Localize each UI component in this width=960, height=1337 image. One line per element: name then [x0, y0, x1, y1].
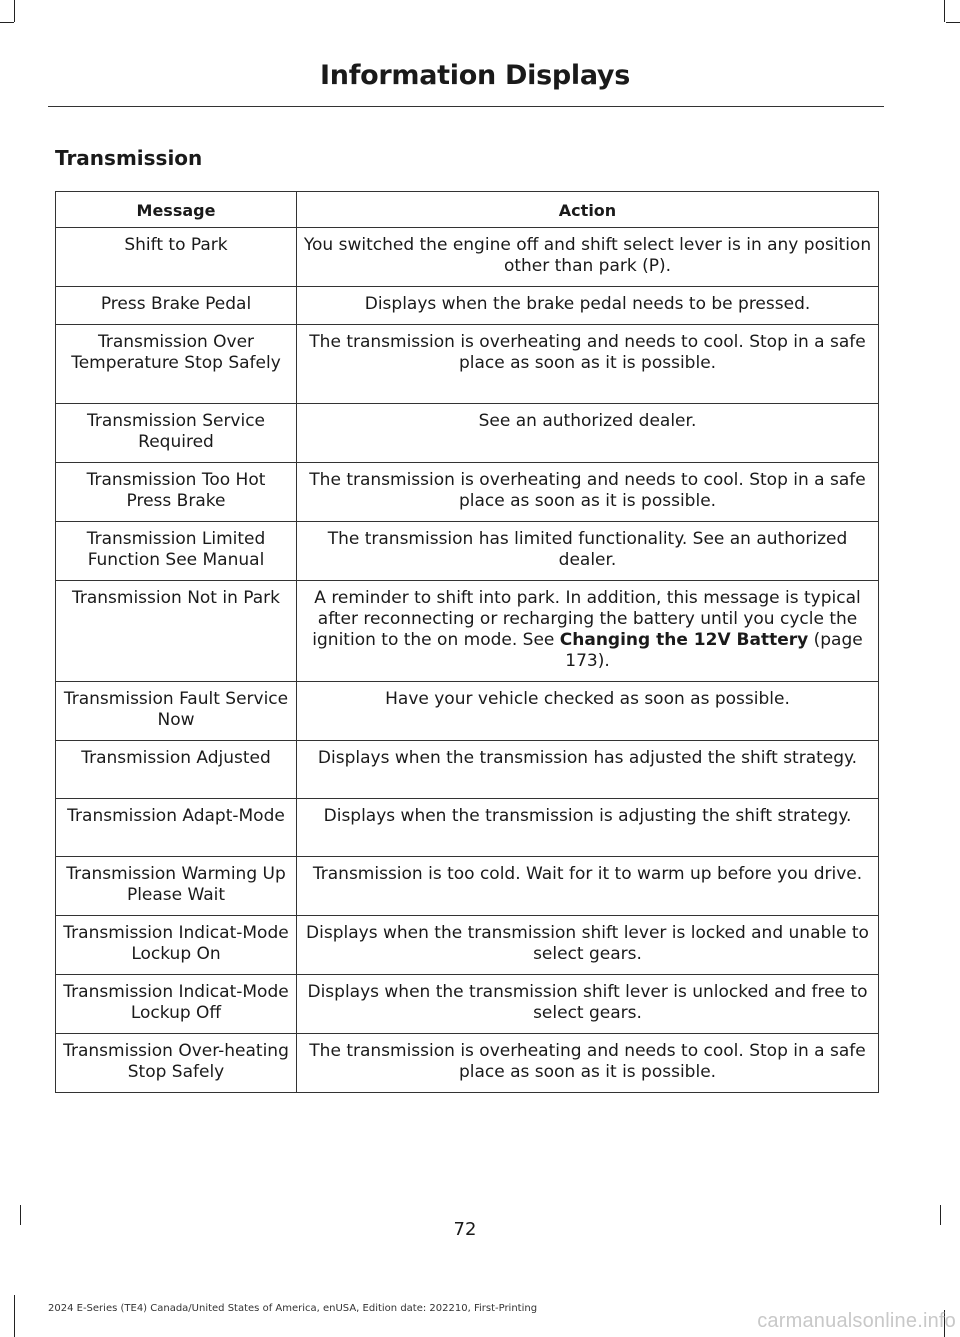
- action-cell: Displays when the transmission has adjusted the shift strategy.: [297, 741, 879, 799]
- action-cell: Displays when the transmission is adjusting the shift strategy.: [297, 799, 879, 857]
- message-cell: Transmission Over-heating Stop Safely: [56, 1034, 297, 1093]
- edition-footer: 2024 E-Series (TE4) Canada/United States of America, enUSA, Edition date: 202210, First-Printing: [48, 1303, 538, 1314]
- table-row: [56, 404, 879, 463]
- message-cell: Transmission Too Hot Press Brake: [56, 463, 297, 522]
- table-header-row: [56, 192, 879, 228]
- header-divider: [48, 106, 884, 107]
- action-cell: The transmission is overheating and needs to cool. Stop in a safe place as soon as it is possible.: [297, 1034, 879, 1093]
- action-text: (page 173).: [565, 630, 863, 671]
- action-cell: [297, 581, 879, 682]
- message-cell: Transmission Over Temperature Stop Safely: [56, 325, 297, 404]
- message-cell: Transmission Indicat-Mode Lockup Off: [56, 975, 297, 1034]
- table-row: [56, 1034, 879, 1093]
- message-cell: Shift to Park: [56, 228, 297, 287]
- table-row: [56, 741, 879, 799]
- action-text: A reminder to shift into park. In addition, this message is typical after reconnecting or recharging the battery until you cycle the ignition to the on mode. See: [312, 588, 861, 650]
- action-cell: You switched the engine off and shift select lever is in any position other than park (P).: [297, 228, 879, 287]
- message-cell: Press Brake Pedal: [56, 287, 297, 325]
- action-cell: Displays when the transmission shift lever is unlocked and free to select gears.: [297, 975, 879, 1034]
- message-cell: Transmission Service Required: [56, 404, 297, 463]
- action-cell: Displays when the brake pedal needs to be pressed.: [297, 287, 879, 325]
- table-row: [56, 799, 879, 857]
- message-cell: Transmission Limited Function See Manual: [56, 522, 297, 581]
- message-cell: Transmission Indicat-Mode Lockup On: [56, 916, 297, 975]
- cross-reference-link[interactable]: Changing the 12V Battery: [559, 630, 809, 650]
- table-row: [56, 857, 879, 916]
- message-cell: Transmission Fault Service Now: [56, 682, 297, 741]
- action-cell: The transmission has limited functionality. See an authorized dealer.: [297, 522, 879, 581]
- table-row: [56, 975, 879, 1034]
- crop-mark: [14, 0, 15, 22]
- crop-mark: [0, 22, 14, 23]
- table-row: [56, 287, 879, 325]
- table-row: [56, 682, 879, 741]
- action-cell: Transmission is too cold. Wait for it to warm up before you drive.: [297, 857, 879, 916]
- crop-mark: [14, 1295, 15, 1337]
- action-cell: Displays when the transmission shift lever is locked and unable to select gears.: [297, 916, 879, 975]
- table-row: [56, 916, 879, 975]
- section-title: Transmission: [55, 146, 203, 170]
- message-cell: Transmission Not in Park: [56, 581, 297, 682]
- message-cell: Transmission Adapt-Mode: [56, 799, 297, 857]
- table-row: [56, 581, 879, 682]
- watermark: carmanualsonline.info: [757, 1310, 956, 1332]
- transmission-messages-table: [55, 191, 879, 1093]
- action-cell: The transmission is overheating and needs to cool. Stop in a safe place as soon as it is possible.: [297, 463, 879, 522]
- column-header-action: Action: [297, 192, 879, 228]
- message-cell: Transmission Warming Up Please Wait: [56, 857, 297, 916]
- crop-mark: [946, 22, 960, 23]
- crop-mark: [944, 0, 945, 22]
- table-row: [56, 228, 879, 287]
- action-cell: The transmission is overheating and needs to cool. Stop in a safe place as soon as it is possible.: [297, 325, 879, 404]
- crop-mark: [940, 1205, 941, 1225]
- message-cell: Transmission Adjusted: [56, 741, 297, 799]
- table-row: [56, 522, 879, 581]
- page-number: 72: [453, 1219, 477, 1240]
- table-row: [56, 463, 879, 522]
- column-header-message: Message: [56, 192, 297, 228]
- table-row: [56, 325, 879, 404]
- page-header-title: Information Displays: [320, 60, 630, 91]
- action-cell: See an authorized dealer.: [297, 404, 879, 463]
- action-cell: Have your vehicle checked as soon as possible.: [297, 682, 879, 741]
